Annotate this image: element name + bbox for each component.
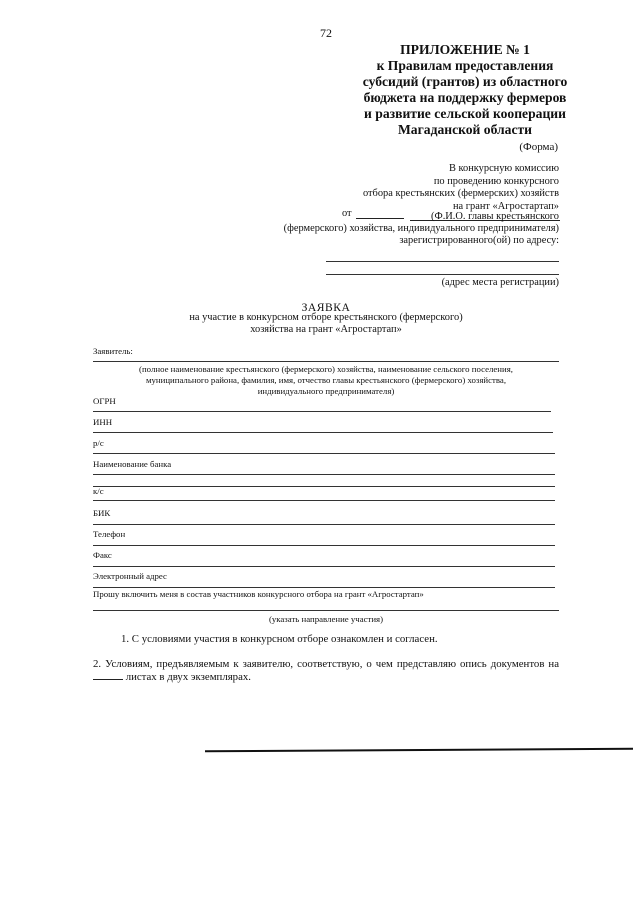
fio-caption-line: (Ф.И.О. главы крестьянского (431, 211, 559, 222)
rs-line[interactable] (93, 453, 555, 454)
inn-line[interactable] (93, 432, 553, 433)
bank-line-1[interactable] (93, 474, 555, 475)
addressee-block (363, 163, 559, 213)
applicant-caption-line: индивидуального предпринимателя) (257, 386, 395, 396)
header-line: субсидий (грантов) из областного (362, 74, 568, 89)
bik-line[interactable] (93, 524, 555, 525)
applicant-caption-line: муниципального района, фамилия, имя, отчество главы крестьянского (фермерского) хозяйства, (145, 375, 507, 385)
page-bottom-rule (205, 748, 633, 752)
paragraph-1: 1. С условиями участия в конкурсном отборе ознакомлен и согласен. (121, 633, 438, 645)
page-number: 72 (320, 26, 332, 40)
addressee-line: по проведению конкурсного (433, 175, 559, 187)
email-line[interactable] (93, 587, 555, 588)
header-line: бюджета на поддержку фермеров (363, 90, 567, 105)
applicant-caption (0, 364, 640, 397)
appendix-header (300, 42, 630, 138)
pages-count-blank[interactable] (93, 679, 123, 680)
bik-label: БИК (93, 508, 111, 518)
address-line-1[interactable] (326, 261, 559, 262)
applicant-line[interactable] (93, 361, 559, 362)
header-line: и развитие сельской кооперации (364, 106, 566, 121)
ogrn-label: ОГРН (93, 396, 116, 406)
fax-label: Факс (93, 550, 112, 560)
header-line: Магаданской области (397, 122, 533, 137)
from-label: от (342, 208, 352, 219)
fax-line[interactable] (93, 566, 555, 567)
subtitle-line: на участие в конкурсном отборе крестьянского (фермерского) (189, 312, 463, 323)
addressee-line: В конкурсную комиссию (448, 163, 559, 174)
registration-caption: (адрес места регистрации) (441, 277, 559, 288)
paragraph-2 (93, 658, 559, 683)
bank-label: Наименование банка (93, 459, 172, 469)
applicant-caption-line: (полное наименование крестьянского (фермерского) хозяйства, наименование сельского поселения, (139, 364, 513, 374)
fio-caption-line: (фермерского) хозяйства, индивидуального предпринимателя) (283, 223, 559, 234)
request-line: Прошу включить меня в состав участников конкурсного отбора на грант «Агростартап» (93, 589, 424, 599)
application-subtitle (0, 312, 640, 335)
header-line: ПРИЛОЖЕНИЕ № 1 (400, 42, 530, 57)
ks-line[interactable] (93, 500, 555, 501)
bank-line-2[interactable] (93, 486, 555, 487)
direction-line[interactable] (93, 610, 559, 611)
applicant-label: Заявитель: (93, 346, 133, 356)
ogrn-line[interactable] (93, 411, 551, 412)
phone-label: Телефон (93, 529, 126, 539)
paragraph-2-start: 2. Условиям, предъявляемым к заявителю, соответствую, о чем представляю опись документов на (93, 658, 559, 670)
fio-caption (284, 211, 559, 247)
ks-label: к/с (93, 486, 104, 496)
address-line-2[interactable] (326, 274, 559, 275)
paragraph-2-end: листах в двух экземплярах. (125, 670, 251, 683)
addressee-line: на грант «Агростартап» (453, 200, 559, 212)
phone-line[interactable] (93, 545, 555, 546)
fio-caption-line: зарегистрированного(ой) по адресу: (399, 235, 559, 246)
header-line: к Правилам предоставления (376, 58, 554, 73)
rs-label: р/с (93, 438, 104, 448)
addressee-line: отбора крестьянских (фермерских) хозяйств (362, 188, 559, 199)
form-label: (Форма) (519, 141, 558, 153)
inn-label: ИНН (93, 417, 113, 427)
email-label: Электронный адрес (93, 571, 167, 581)
subtitle-line: хозяйства на грант «Агростартап» (250, 323, 402, 335)
application-title: ЗАЯВКА (301, 301, 351, 314)
direction-caption: (указать направление участия) (268, 614, 384, 624)
